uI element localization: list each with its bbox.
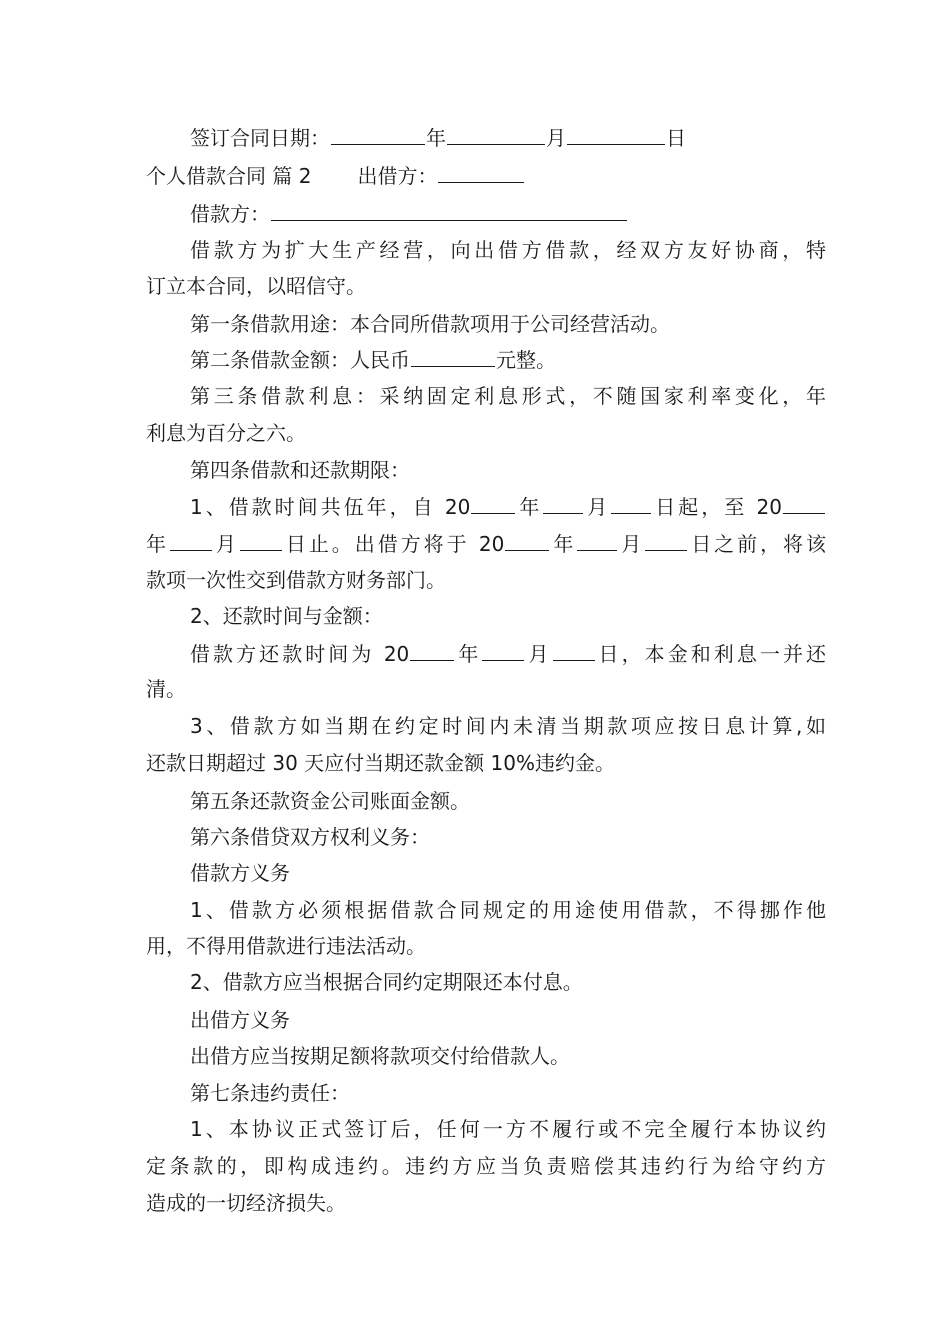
article-4-item-1-line-2 <box>146 530 826 554</box>
intro-line-1: 借款方为扩大生产经营，向出借方借款，经双方友好协商，特 <box>190 238 826 262</box>
sign-year-label: 年 <box>426 126 446 150</box>
article-2-prefix: 第二条借款金额：人民币 <box>190 348 410 372</box>
date-blank <box>553 640 595 661</box>
text-segment: 日起，至 20 <box>652 495 782 519</box>
sign-day-label: 日 <box>666 126 686 150</box>
text-segment: 月 <box>212 532 239 556</box>
article-4-title: 第四条借款和还款期限： <box>190 458 410 482</box>
intro-line-2: 订立本合同，以昭信守。 <box>146 274 366 298</box>
sign-month-label: 月 <box>546 126 566 150</box>
text-segment: 日之前，将该 <box>688 532 827 556</box>
article-3-line-1: 第三条借款利息：采纳固定利息形式，不随国家利率变化，年 <box>190 384 826 408</box>
date-blank <box>577 530 617 551</box>
sign-year-blank <box>331 124 425 145</box>
article-4-item-2-line-1 <box>190 640 826 664</box>
date-blank <box>482 640 524 661</box>
sign-date-line <box>190 124 826 148</box>
date-blank <box>471 493 515 514</box>
lender-duty: 出借方应当按期足额将款项交付给借款人。 <box>190 1044 570 1068</box>
text-segment: 月 <box>618 532 645 556</box>
article-2-suffix: 元整。 <box>496 348 556 372</box>
lender-blank <box>438 162 524 183</box>
article-1: 第一条借款用途：本合同所借款项用于公司经营活动。 <box>190 312 670 336</box>
borrower-duty-1-line-2: 用，不得用借款进行违法活动。 <box>146 934 426 958</box>
article-3-line-2: 利息为百分之六。 <box>146 421 306 445</box>
text-segment: 月 <box>584 495 611 519</box>
article-7-title: 第七条违约责任： <box>190 1081 350 1105</box>
lender-label: 出借方： <box>357 164 438 188</box>
article-5: 第五条还款资金公司账面金额。 <box>190 789 470 813</box>
text-segment: 年 <box>516 495 543 519</box>
date-blank <box>611 493 651 514</box>
text-segment: 1、借款时间共伍年，自 20 <box>190 495 471 519</box>
date-blank <box>410 640 454 661</box>
sign-date-label: 签订合同日期： <box>190 126 330 150</box>
borrower-line <box>190 200 826 224</box>
article-4-item-3-line-1: 3、借款方如当期在约定时间内未清当期款项应按日息计算,如 <box>190 714 826 738</box>
contract-heading-line <box>146 162 826 186</box>
date-blank <box>783 493 825 514</box>
article-7-item-1-line-2: 定条款的，即构成违约。违约方应当负责赔偿其违约行为给守约方 <box>146 1154 826 1178</box>
date-blank <box>543 493 583 514</box>
text-segment: 日止。出借方将于 20 <box>282 532 505 556</box>
contract-title: 个人借款合同 篇 2 <box>146 164 312 188</box>
article-6-title: 第六条借贷双方权利义务： <box>190 825 430 849</box>
date-blank <box>645 530 687 551</box>
date-blank <box>240 530 282 551</box>
sign-month-blank <box>447 124 545 145</box>
borrower-blank <box>271 200 627 221</box>
borrower-duty-title: 借款方义务 <box>190 861 290 885</box>
text-segment: 月 <box>525 642 552 666</box>
article-4-item-1-line-1 <box>190 493 826 517</box>
article-4-item-1-line-3: 款项一次性交到借款方财务部门。 <box>146 568 446 592</box>
date-blank <box>170 530 212 551</box>
lender-duty-title: 出借方义务 <box>190 1008 290 1032</box>
sign-day-blank <box>567 124 665 145</box>
borrower-duty-2: 2、借款方应当根据合同约定期限还本付息。 <box>190 970 583 994</box>
article-7-item-1-line-3: 造成的一切经济损失。 <box>146 1191 346 1215</box>
article-2 <box>190 346 826 370</box>
text-segment: 年 <box>455 642 482 666</box>
article-4-item-2-title: 2、还款时间与金额： <box>190 604 383 628</box>
date-blank <box>505 530 549 551</box>
borrower-duty-1-line-1: 1、借款方必须根据借款合同规定的用途使用借款，不得挪作他 <box>190 898 826 922</box>
text-segment: 日，本金和利息一并还 <box>595 642 827 666</box>
borrower-label: 借款方： <box>190 202 270 226</box>
article-4-item-3-line-2: 还款日期超过 30 天应付当期还款金额 10%违约金。 <box>146 751 615 775</box>
article-7-item-1-line-1: 1、本协议正式签订后，任何一方不履行或不完全履行本协议约 <box>190 1117 826 1141</box>
text-segment: 年 <box>146 532 169 556</box>
text-segment: 借款方还款时间为 20 <box>190 642 410 666</box>
text-segment: 年 <box>550 532 577 556</box>
article-4-item-2-line-2: 清。 <box>146 677 186 701</box>
amount-blank <box>411 346 495 367</box>
